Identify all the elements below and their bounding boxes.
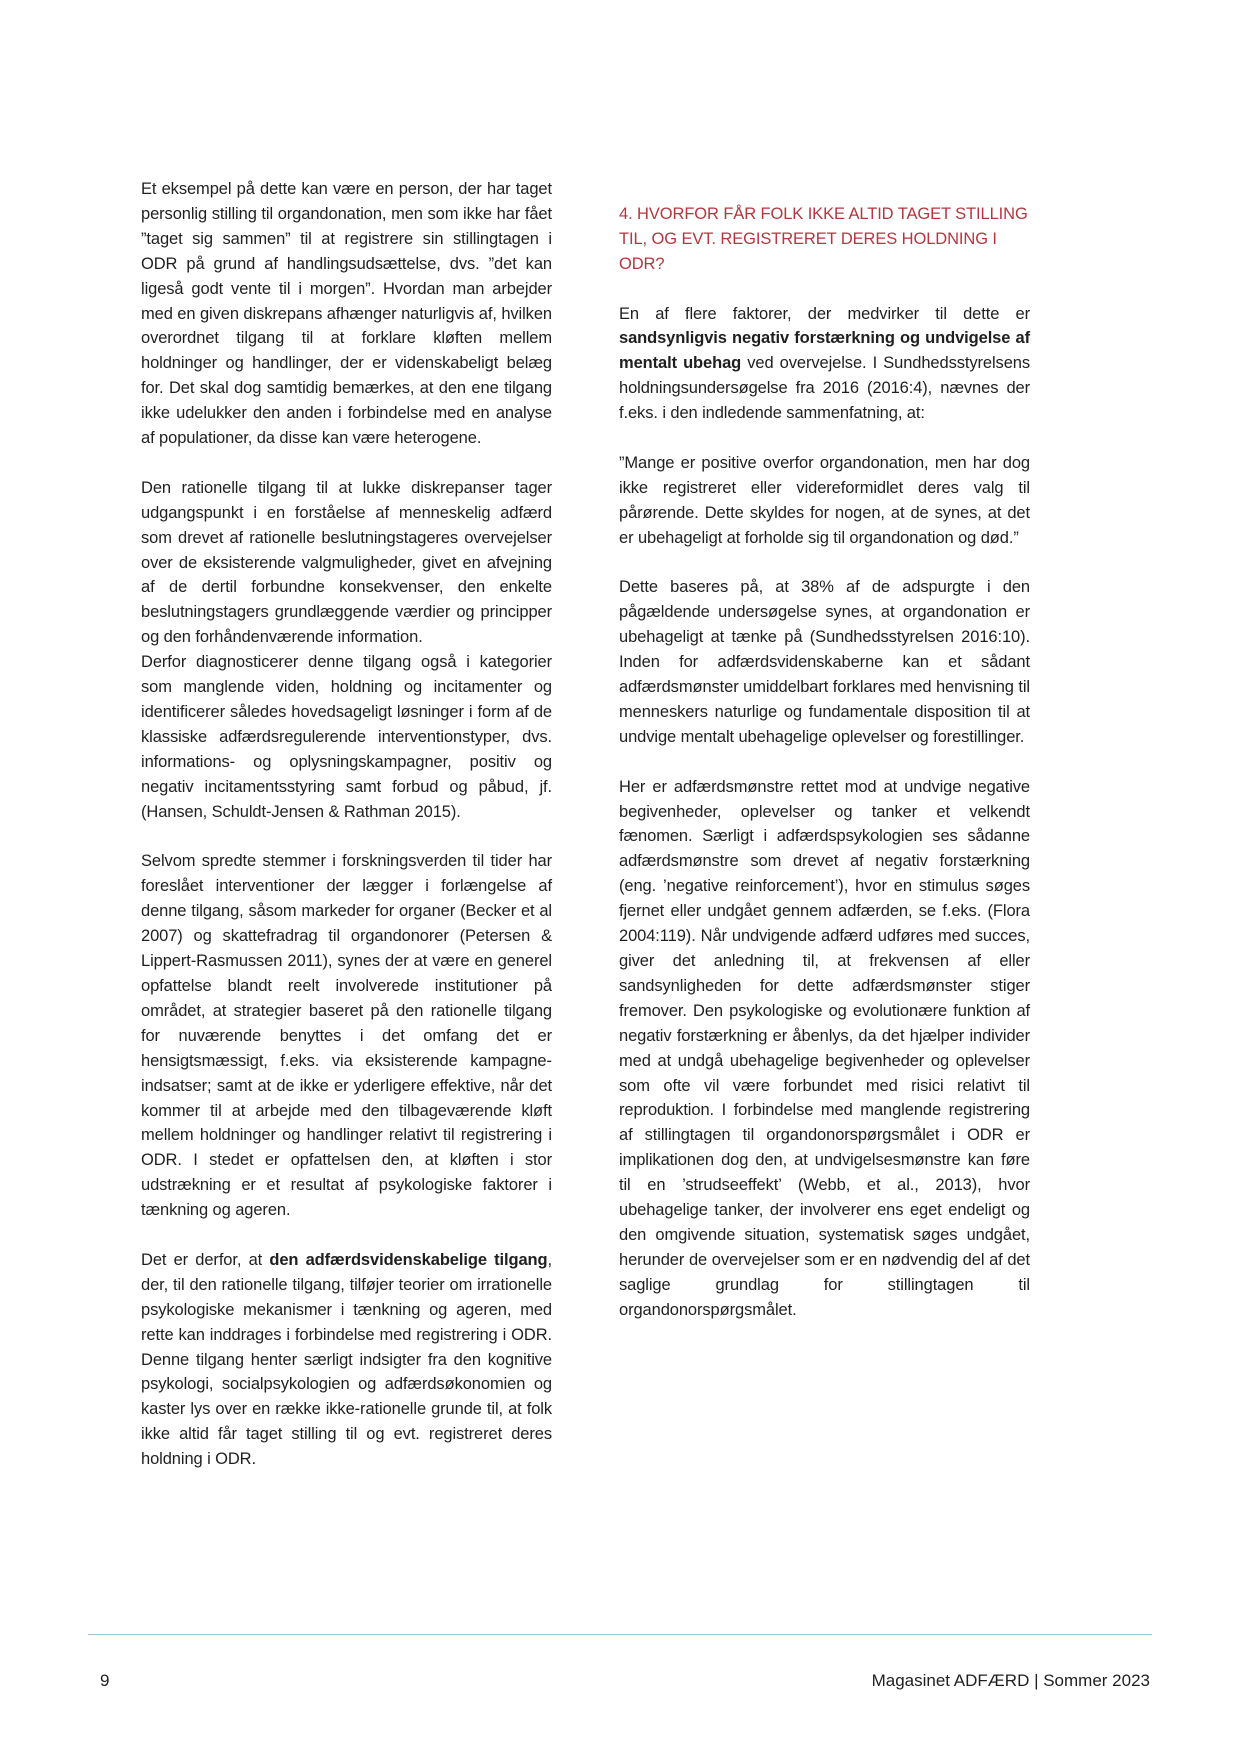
paragraph: Den rationelle tilgang til at lukke diskrepanser tager udgangspunkt i en forståelse af menneskelig adfærd som drevet af rationelle beslutningstageres overvejelser over de eksisterende valgmuligheder, givet en afvejning af de dertil forbundne konsekvenser, den enkelte beslutningstagers grundlæggende værdier og principper og den forhåndenværende information.: [141, 478, 552, 647]
text-span: Det er derfor, at: [141, 1250, 270, 1269]
page-number: 9: [100, 1671, 110, 1690]
footer-divider: [88, 1634, 1152, 1635]
paragraph: Derfor diagnosticerer denne tilgang også i kategorier som manglende viden, holdning og incitamenter og identificerer således hovedsageligt løsninger i form af de klassiske adfærdsregulerende interventionstyper, dvs. informations- og oplysningskampagner, positiv og negativ incitamentsstyring samt forbud og påbud, jf. (Hansen, Schuldt-Jensen & Rathman 2015).: [141, 653, 552, 821]
right-column: [619, 177, 1030, 1348]
bold-emphasis: sandsynligvis negativ forstærkning og undvigelse af mentalt ubehag: [619, 329, 1030, 373]
left-column: [141, 177, 552, 1497]
text-span: ved overvejelse. I Sundhedsstyrelsens holdningsundersøgelse fra 2016 (2016:4), nævnes der f.eks. i den indledende sammenfatning, at:: [619, 354, 1030, 423]
magazine-title: Magasinet ADFÆRD | Sommer 2023: [871, 1671, 1150, 1690]
section-heading: 4. HVORFOR FÅR FOLK IKKE ALTID TAGET STILLING TIL, OG EVT. REGISTRERET DERES HOLDNING I ODR?: [619, 204, 1028, 273]
text-span: , der, til den rationelle tilgang, tilføjer teorier om irrationelle psykologiske mekanismer i tænkning og ageren, med rette kan inddrages i forbindelse med registrering i ODR. Denne tilgang henter særligt indsigter fra den kognitive psykologi, socialpsykologien og adfærdsøkonomien og kaster lys over en række ikke-rationelle grunde til, at folk ikke altid får taget stilling til og evt. registreret deres holdning i ODR.: [141, 1250, 552, 1469]
paragraph: Dette baseres på, at 38% af de adspurgte i den pågældende undersøgelse synes, at organdonation er ubehageligt at tænke på (Sundhedsstyrelsen 2016:10). Inden for adfærdsvidenskaberne kan et sådant adfærdsmønster umiddelbart forklares med henvisning til menneskers naturlige og fundamentale disposition til at undvige mentalt ubehagelige oplevelser og forestillinger.: [619, 578, 1030, 746]
quote: ”Mange er positive overfor organdonation, men har dog ikke registreret eller videreformidlet deres valg til pårørende. Dette skyldes for nogen, at de synes, at det er ubehageligt at forholde sig til organdonation og død.”: [619, 453, 1030, 547]
paragraph: [141, 1248, 552, 1472]
paragraph: Et eksempel på dette kan være en person, der har taget personlig stilling til organdonation, men som ikke har fået ”taget sig sammen” til at registrere sin stillingtagen i ODR på grund af handlingsudsættelse, dvs. ”det kan ligeså godt vente til i morgen”. Hvordan man arbejder med en given diskrepans afhænger naturligvis af, hvilken overordnet tilgang til at forklare kløften mellem holdninger og handlinger, der er videnskabeligt belæg for. Det skal dog samtidig bemærkes, at den ene tilgang ikke udelukker den anden i forbindelse med en analyse af populationer, da disse kan være heterogene.: [141, 180, 552, 448]
text-span: En af flere faktorer, der medvirker til dette er: [619, 304, 1030, 323]
bold-emphasis: den adfærdsvidenskabelige tilgang: [269, 1250, 548, 1269]
paragraph: Selvom spredte stemmer i forskningsverden til tider har foreslået interventioner der lægger i forlængelse af denne tilgang, såsom markeder for organer (Becker et al 2007) og skattefradrag til organdonorer (Petersen & Lippert-Rasmussen 2011), synes der at være en generel opfattelse blandt reelt involverede institutioner på området, at strategier baseret på den rationelle tilgang for nuværende benyttes i det omfang det er hensigtsmæssigt, f.eks. via eksisterende kampagneindsatser; samt at de ikke er yderligere effektive, når det kommer til at arbejde med den tilbageværende kløft mellem holdninger og handlinger relativt til registrering i ODR. I stedet er opfattelsen den, at kløften i stor udstrækning er et resultat af psykologiske faktorer i tænkning og ageren.: [141, 852, 552, 1220]
paragraph: Her er adfærdsmønstre rettet mod at undvige negative begivenheder, oplevelser og tanker et velkendt fænomen. Særligt i adfærdspsykologien ses sådanne adfærdsmønstre som drevet af negativ forstærkning (eng. ’negative reinforcement’), hvor en stimulus søges fjernet eller undgået gennem adfærden, se f.eks. (Flora 2004:119). Når undvigende adfærd udføres med succes, giver det anledning til, at frekvensen af eller sandsynligheden for dette adfærdsmønster stiger fremover. Den psykologiske og evolutionære funktion af negativ forstærkning er åbenlys, da det hjælper individer med at undgå ubehagelige begivenheder og oplevelser som ofte vil være forbundet med risici relativt til reproduktion. I forbindelse med manglende registrering af stillingtagen til organdonorspørgsmålet i ODR er implikationen dog den, at undvigelsesmønstre kan føre til en ’strudseeffekt’ (Webb, et al., 2013), hvor ubehagelige tanker, der involverer ens eget endeligt og den omgivende situation, systematisk søges undgået, herunder de overvejelser som er en nødvendig del af det saglige grundlag for stillingtagen til organdonorspørgsmålet.: [619, 777, 1030, 1319]
paragraph: [619, 302, 1030, 427]
